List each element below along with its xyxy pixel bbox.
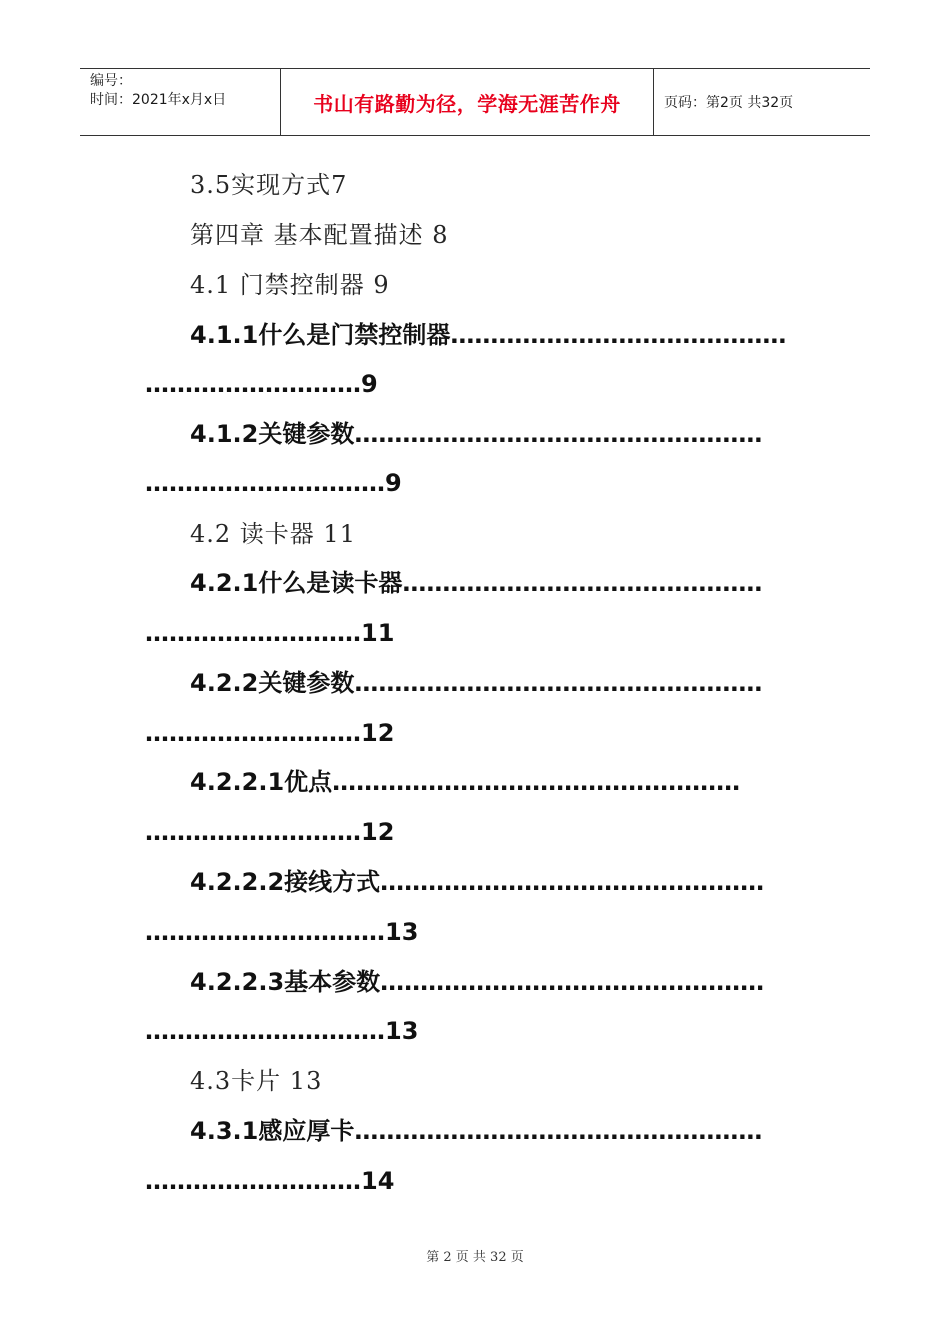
toc-entry-4-2-1[interactable]: 4.2.1什么是读卡器………………………………………: [190, 569, 763, 597]
header-meta: [80, 69, 281, 135]
page-footer: [0, 1246, 950, 1265]
toc-entry-4-3-1[interactable]: 4.3.1感应厚卡……………………………………………: [190, 1117, 763, 1145]
toc-entry-3-5[interactable]: 3.5实现方式7: [190, 171, 348, 199]
header-motto: 书山有路勤为径，学海无涯苦作舟: [313, 91, 621, 116]
toc-entry-chapter-4[interactable]: 第四章 基本配置描述 8: [190, 221, 449, 249]
toc-entry-4-2-2-page[interactable]: ………………………12: [145, 719, 395, 747]
header-page-label: 页码：第2页 共32页: [664, 95, 794, 111]
toc-entry-4-1-2-page[interactable]: …………………………9: [145, 469, 402, 497]
toc-entry-4-1-1-page[interactable]: ………………………9: [145, 370, 378, 398]
toc-entry-4-2-2-1[interactable]: 4.2.2.1优点……………………………………………: [190, 768, 741, 796]
footer-page-number: 第 2 页 共 32 页: [426, 1250, 524, 1265]
document-number-label: 编号：: [90, 73, 132, 89]
toc-entry-4-3-1-page[interactable]: ………………………14: [145, 1167, 395, 1195]
header-motto-cell: [281, 69, 654, 135]
toc-entry-4-1-2[interactable]: 4.1.2关键参数……………………………………………: [190, 420, 763, 448]
document-date-label: 时间：2021年x月x日: [90, 92, 227, 108]
toc-entry-4-1-1[interactable]: 4.1.1什么是门禁控制器……………………………………: [190, 321, 787, 349]
toc-entry-4-2[interactable]: 4.2 读卡器 11: [190, 520, 356, 548]
header-page-cell: [654, 69, 870, 135]
toc-entry-4-2-2-2[interactable]: 4.2.2.2接线方式…………………………………………: [190, 868, 765, 896]
toc-entry-4-2-2-2-page[interactable]: …………………………13: [145, 918, 419, 946]
toc-entry-4-2-1-page[interactable]: ………………………11: [145, 619, 395, 647]
toc-entry-4-2-2-1-page[interactable]: ………………………12: [145, 818, 395, 846]
toc-entry-4-2-2-3-page[interactable]: …………………………13: [145, 1017, 419, 1045]
toc-entry-4-3[interactable]: 4.3卡片 13: [190, 1067, 323, 1095]
toc-entry-4-2-2[interactable]: 4.2.2关键参数……………………………………………: [190, 669, 763, 697]
toc-entry-4-1[interactable]: 4.1 门禁控制器 9: [190, 271, 390, 299]
toc-entry-4-2-2-3[interactable]: 4.2.2.3基本参数…………………………………………: [190, 968, 765, 996]
page-header: [80, 68, 870, 136]
